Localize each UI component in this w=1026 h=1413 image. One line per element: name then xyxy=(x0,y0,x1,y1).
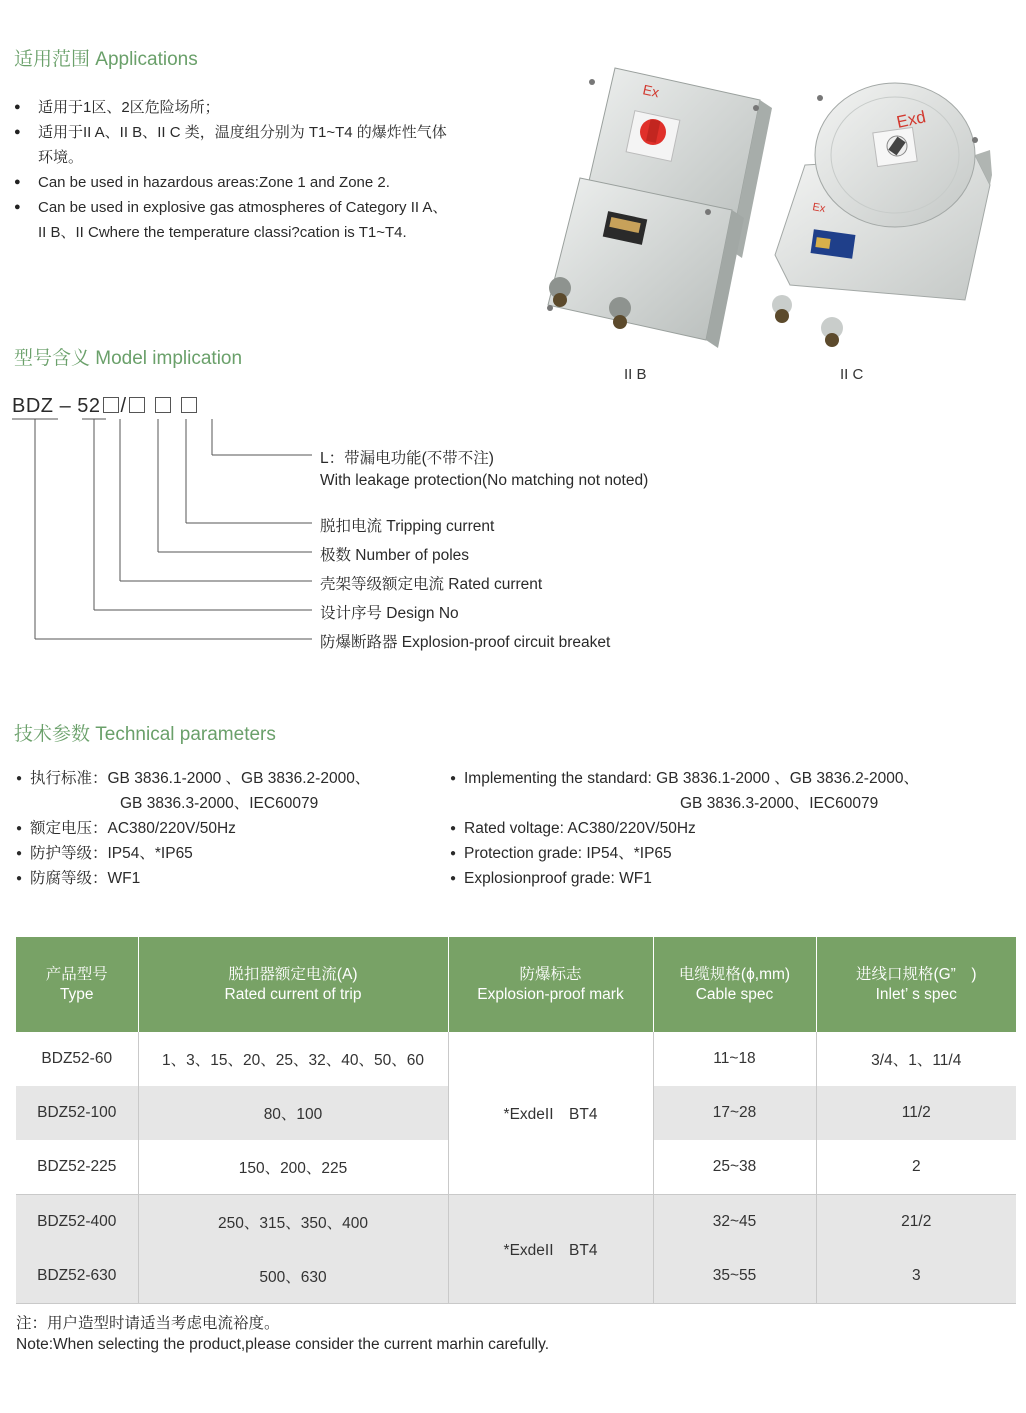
cell-current: 1、3、15、20、25、32、40、50、60 xyxy=(138,1032,448,1086)
param-protection-en: ● Protection grade: IP54、*IP65 xyxy=(450,841,919,866)
code-box-leakage xyxy=(181,397,197,413)
list-item: ● 适用于II A、II B、II C 类，温度组分别为 T1~T4 的爆炸性气体环境。 xyxy=(14,120,454,170)
tech-params-cn xyxy=(16,766,370,891)
cell-type: BDZ52-630 xyxy=(16,1249,138,1304)
table-row xyxy=(16,1032,1016,1086)
spec-table xyxy=(16,937,1016,1304)
product-images xyxy=(520,60,1000,360)
applications-title: 适用范围 Applications xyxy=(14,49,198,70)
cell-cable: 25~38 xyxy=(653,1140,816,1195)
cell-type: BDZ52-400 xyxy=(16,1195,138,1250)
iib-ex-mark: Ex xyxy=(641,81,661,101)
param-voltage-cn: ● 额定电压：AC380/220V/50Hz xyxy=(16,816,370,841)
param-voltage-en: ● Rated voltage: AC380/220V/50Hz xyxy=(450,816,919,841)
cell-inlet: 21/2 xyxy=(816,1195,1016,1250)
iib-enclosure-image xyxy=(547,68,772,348)
note-en: Note:When selecting the product,please consider the current marhin carefully. xyxy=(16,1336,550,1353)
iib-caption: II B xyxy=(624,366,647,383)
cell-type: BDZ52-225 xyxy=(16,1140,138,1195)
param-standard-en: ● Implementing the standard: GB 3836.1-2000 、GB 3836.2-2000、 xyxy=(450,766,919,791)
table-row xyxy=(16,1195,1016,1250)
cell-cable: 35~55 xyxy=(653,1249,816,1304)
cell-inlet: 3/4、1、11/4 xyxy=(871,1052,962,1069)
header-inlet-spec: 进线口规格(G” ) Inlet’ s spec xyxy=(816,937,1016,1032)
code-box-poles xyxy=(129,397,145,413)
list-item: ● Can be used in explosive gas atmospheres of Category II A、II B、II Cwhere the temperature classi?cation is T1~T4. xyxy=(14,195,454,245)
list-item: ● 适用于1区、2区危险场所； xyxy=(14,95,454,120)
iic-enclosure-image xyxy=(772,83,992,347)
legend-breaker: 防爆断路器 Explosion-proof circuit breaket xyxy=(320,634,611,651)
cell-type: BDZ52-60 xyxy=(16,1032,138,1086)
iic-exd-mark: Exd xyxy=(894,107,928,132)
cell-type: BDZ52-100 xyxy=(16,1086,138,1140)
legend-poles: 极数 Number of poles xyxy=(320,547,470,564)
cell-current: 250、315、350、400 xyxy=(138,1195,448,1250)
cell-inlet: 11/2 xyxy=(816,1086,1016,1140)
cell-cable: 17~28 xyxy=(653,1086,816,1140)
legend-tripping: 脱扣电流 Tripping current xyxy=(320,518,495,535)
tech-title: 技术参数 Technical parameters xyxy=(14,724,276,745)
code-box-rated-current xyxy=(103,397,119,413)
legend-leakage-en: With leakage protection(No matching not noted) xyxy=(320,472,649,489)
cell-current: 500、630 xyxy=(138,1249,448,1304)
cell-current: 150、200、225 xyxy=(138,1140,448,1195)
iic-ex-mark: Ex xyxy=(811,201,827,216)
cell-cable: 32~45 xyxy=(653,1195,816,1250)
param-standard-cn-cont: GB 3836.3-2000、IEC60079 xyxy=(120,795,319,812)
model-number: 52 xyxy=(77,395,101,417)
cell-mark-group1: *ExdeII BT4 xyxy=(448,1032,653,1195)
param-protection-cn: ● 防护等级：IP54、*IP65 xyxy=(16,841,370,866)
cell-mark-group2: *ExdeII BT4 xyxy=(448,1195,653,1304)
list-item: ● Can be used in hazardous areas:Zone 1 and Zone 2. xyxy=(14,170,454,195)
param-explosionproof-en: ● Explosionproof grade: WF1 xyxy=(450,866,919,891)
header-explosion-mark: 防爆标志 Explosion-proof mark xyxy=(448,937,653,1032)
param-standard-cn: ● 执行标准：GB 3836.1-2000 、GB 3836.2-2000、 xyxy=(16,766,370,791)
param-anticorrosion-cn: ● 防腐等级：WF1 xyxy=(16,866,370,891)
model-prefix: BDZ xyxy=(12,395,54,417)
iic-caption: II C xyxy=(840,366,864,383)
model-slash: / xyxy=(120,395,127,417)
header-cable-spec: 电缆规格(ϕ,mm) Cable spec xyxy=(653,937,816,1032)
cell-inlet: 3 xyxy=(816,1249,1016,1304)
legend-design-no: 设计序号 Design No xyxy=(320,605,459,622)
note-cn: 注：用户造型时请适当考虑电流裕度。 xyxy=(16,1315,280,1332)
header-rated-current: 脱扣器额定电流(A) Rated current of trip xyxy=(138,937,448,1032)
tech-params-en xyxy=(450,766,919,891)
legend-rated-current: 壳架等级额定电流 Rated current xyxy=(320,576,543,593)
cell-cable: 11~18 xyxy=(653,1032,816,1086)
model-title: 型号含义 Model implication xyxy=(14,348,243,369)
legend-leakage-cn: L：带漏电功能(不带不注) xyxy=(320,450,494,467)
cell-inlet: 2 xyxy=(816,1140,1016,1195)
cell-current: 80、100 xyxy=(138,1086,448,1140)
applications-list xyxy=(14,95,454,245)
model-leader-lines xyxy=(0,415,320,650)
model-dash: – xyxy=(59,395,72,417)
code-box-tripping xyxy=(155,397,171,413)
param-standard-en-cont: GB 3836.3-2000、IEC60079 xyxy=(680,795,879,812)
table-header-row xyxy=(16,937,1016,1032)
header-type: 产品型号 Type xyxy=(16,937,138,1032)
